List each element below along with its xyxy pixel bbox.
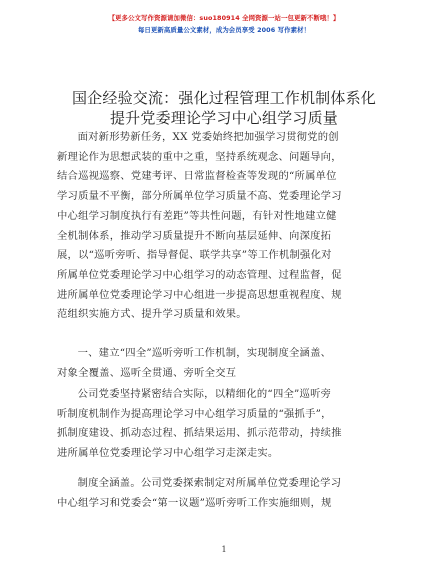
text-line: 学习质量不平衡，部分所属单位学习质量不高、党委理论学习: [57, 190, 342, 203]
text-line: 面对新形势新任务，XX 党委始终把加强学习贯彻党的创: [77, 131, 339, 143]
text-line: 抓制度建设、抓动态过程、抓结果运用、抓示范带动，持续推: [57, 427, 342, 440]
promo-banner-line2: 每日更新高质量公文素材，成为会员享受 2006 写作素材！: [137, 26, 311, 34]
text-line: 所属单位党委理论学习中心组学习的动态管理、过程监督，促: [57, 268, 342, 281]
text-line: 全机制体系，推动学习质量提升不断向基层延伸、向深度拓: [57, 229, 332, 242]
document-title-line2: 提升党委理论学习中心组学习质量: [109, 109, 338, 127]
text-line: 新理论作为思想武装的重中之重，坚持系统观念、问题导向，: [57, 150, 342, 163]
text-line: 进所属单位党委理论学习中心组学习走深走实。: [57, 447, 279, 460]
promo-banner-line1: 【更多公文写作资源请加微信：suo180914 全网资源一站一包更新不断哦！】: [108, 14, 340, 22]
text-line: 制度全涵盖。公司党委探索制定对所属单位党委理论学习: [77, 477, 342, 489]
text-line: 中心组学习和党委会“第一议题”巡听旁听工作实施细则，规: [57, 496, 332, 509]
text-line: 范组织实施方式、提升学习质量和效果。: [57, 308, 247, 321]
paragraph-institution: [57, 474, 396, 513]
section-heading-1: [57, 344, 396, 383]
heading-line: 一、建立“四全”巡听旁听工作机制，实现制度全涵盖、: [77, 347, 332, 359]
text-line: 进所属单位党委理论学习中心组进一步提高思想重视程度、规: [57, 288, 342, 301]
page-number: 1: [221, 545, 227, 554]
text-line: 结合巡视巡察、党建考评、日常监督检查等发现的“所属单位: [57, 170, 337, 183]
paragraph-section1: [57, 385, 396, 464]
document-title-line1: 国企经验交流：强化过程管理工作机制体系化: [71, 89, 376, 107]
heading-line: 对象全覆盖、巡听全贯通、旁听全交互: [57, 366, 237, 379]
text-line: 公司党委坚持紧密结合实际，以精细化的“四全”巡听旁: [77, 388, 332, 400]
text-line: 听制度机制作为提高理论学习中心组学习质量的“强抓手”，: [57, 407, 332, 420]
paragraph-intro: [57, 128, 396, 325]
text-line: 中心组学习制度执行有差距”等共性问题，有针对性地建立健: [57, 209, 337, 222]
text-line: 展，以“巡听旁听、指导督促、联学共享”等工作机制强化对: [57, 249, 332, 262]
